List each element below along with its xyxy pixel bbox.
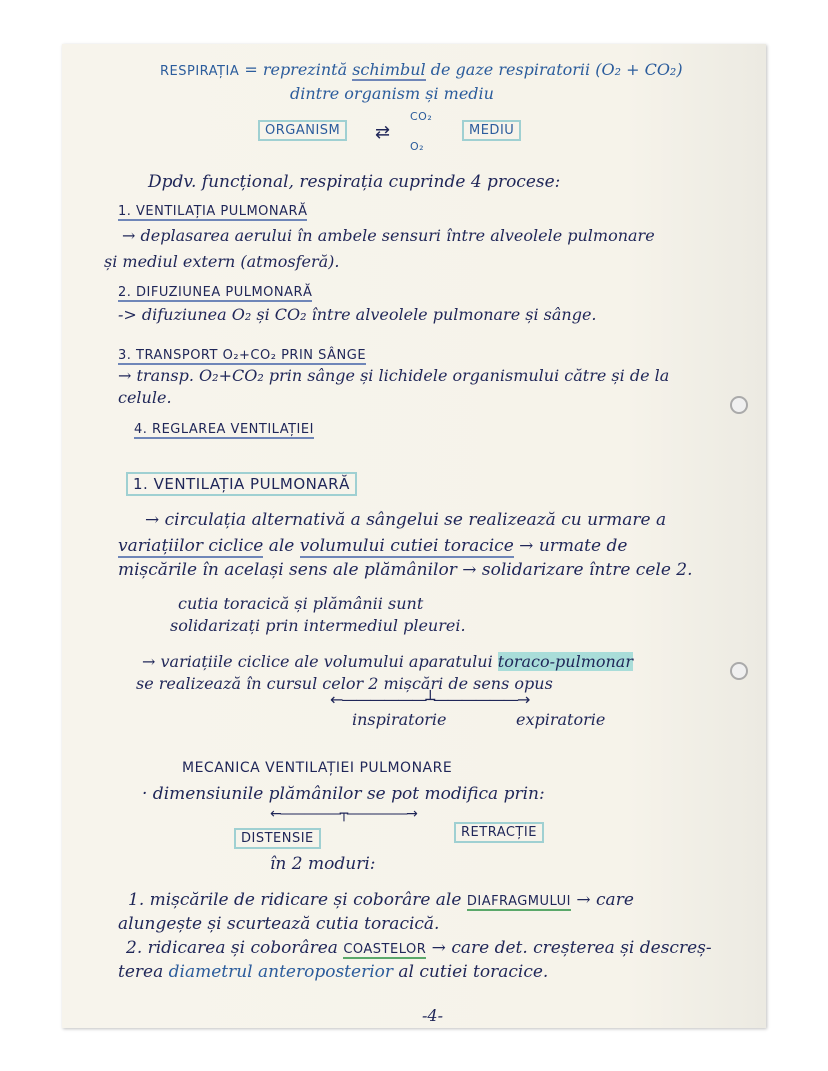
branch-arrows-icon: ←——————┴——————→: [330, 690, 529, 709]
section-text: [142, 652, 633, 671]
distensie-box: DISTENSIE: [234, 828, 321, 849]
process-heading: 2. DIFUZIUNEA PULMONARĂ: [118, 285, 313, 300]
section-text: mișcările în același sens ale plămânilor → solidarizare între cele 2.: [118, 560, 693, 580]
mechanics-text: alungește și scurtează cutia toracică.: [118, 914, 440, 934]
mechanics-heading: MECANICA VENTILAȚIEI PULMONARE: [182, 760, 453, 776]
mechanics-text: în 2 moduri:: [270, 854, 376, 874]
text: al cutiei toracice.: [398, 962, 549, 982]
process-text: → deplasarea aerului în ambele sensuri între alveolele pulmonare: [122, 226, 655, 245]
punch-hole: [730, 662, 748, 680]
text: 1. mișcările de ridicare și coborâre ale: [128, 890, 462, 910]
process-text: → transp. O₂+CO₂ prin sânge și lichidele organismului către și de la: [118, 366, 670, 385]
underlined-term: COASTELOR: [343, 942, 427, 957]
organism-box: ORGANISM: [258, 120, 347, 141]
section-text: cutia toracică și plămânii sunt: [178, 594, 424, 613]
text: 2. ridicarea și coborârea: [126, 938, 338, 958]
process-heading: 1. VENTILAȚIA PULMONARĂ: [118, 204, 308, 219]
branch-arrows-icon: ←—————┬—————→: [270, 806, 416, 822]
highlighted-term: toraco-pulmonar: [497, 652, 633, 671]
title-text: = reprezintă: [244, 60, 348, 79]
section-text: se realizează în cursul celor 2 mișcări de sens opus: [136, 674, 553, 693]
o2-label: O₂: [410, 140, 425, 153]
title-line: [160, 60, 683, 79]
mechanics-text: · dimensiunile plămânilor se pot modifica prin:: [142, 784, 545, 804]
underlined-term: variațiilor ciclice: [118, 536, 264, 556]
title-underlined: schimbul: [352, 60, 426, 79]
text: ale: [268, 536, 295, 556]
section-text: [118, 536, 627, 556]
mediu-box: MEDIU: [462, 120, 521, 141]
text: terea: [118, 962, 164, 982]
section-text: → circulația alternativă a sângelui se realizează cu urmare a: [145, 510, 667, 530]
underlined-term: DIAFRAGMULUI: [466, 894, 571, 909]
process-text: și mediul extern (atmosferă).: [104, 252, 340, 271]
punch-hole: [730, 396, 748, 414]
blue-term: diametrul anteroposterior: [168, 962, 394, 982]
text: → care det. creșterea și descreș-: [431, 938, 712, 958]
title-line-2: dintre organism și mediu: [290, 84, 494, 103]
title-text-end: de gaze respiratorii (O₂ + CO₂): [430, 60, 683, 79]
title-heading: RESPIRAȚIA: [160, 64, 240, 79]
process-text: celule.: [118, 388, 172, 407]
exchange-arrows-icon: ⇄: [375, 122, 391, 143]
mechanics-text: [126, 938, 712, 958]
branch-left: inspiratorie: [352, 710, 447, 729]
mechanics-text: [128, 890, 634, 910]
text: → care: [576, 890, 634, 910]
text: → urmate de: [519, 536, 628, 556]
process-heading: 4. REGLAREA VENTILAȚIEI: [134, 422, 314, 437]
intro-text: Dpdv. funcțional, respirația cuprinde 4 procese:: [148, 172, 561, 192]
underlined-term: volumului cutiei toracice: [299, 536, 514, 556]
text: → variațiile ciclice ale volumului aparatului: [142, 652, 493, 671]
retractie-box: RETRACȚIE: [454, 822, 544, 843]
process-text: -> difuziunea O₂ și CO₂ între alveolele pulmonare și sânge.: [118, 305, 597, 324]
mechanics-text: [118, 962, 548, 982]
section-heading-box: 1. VENTILAȚIA PULMONARĂ: [126, 472, 357, 496]
process-heading: 3. TRANSPORT O₂+CO₂ PRIN SÂNGE: [118, 348, 367, 363]
branch-right: expiratorie: [516, 710, 606, 729]
page-number: -4-: [422, 1006, 443, 1025]
section-text: solidarizați prin intermediul pleurei.: [170, 616, 466, 635]
co2-label: CO₂: [410, 110, 433, 123]
